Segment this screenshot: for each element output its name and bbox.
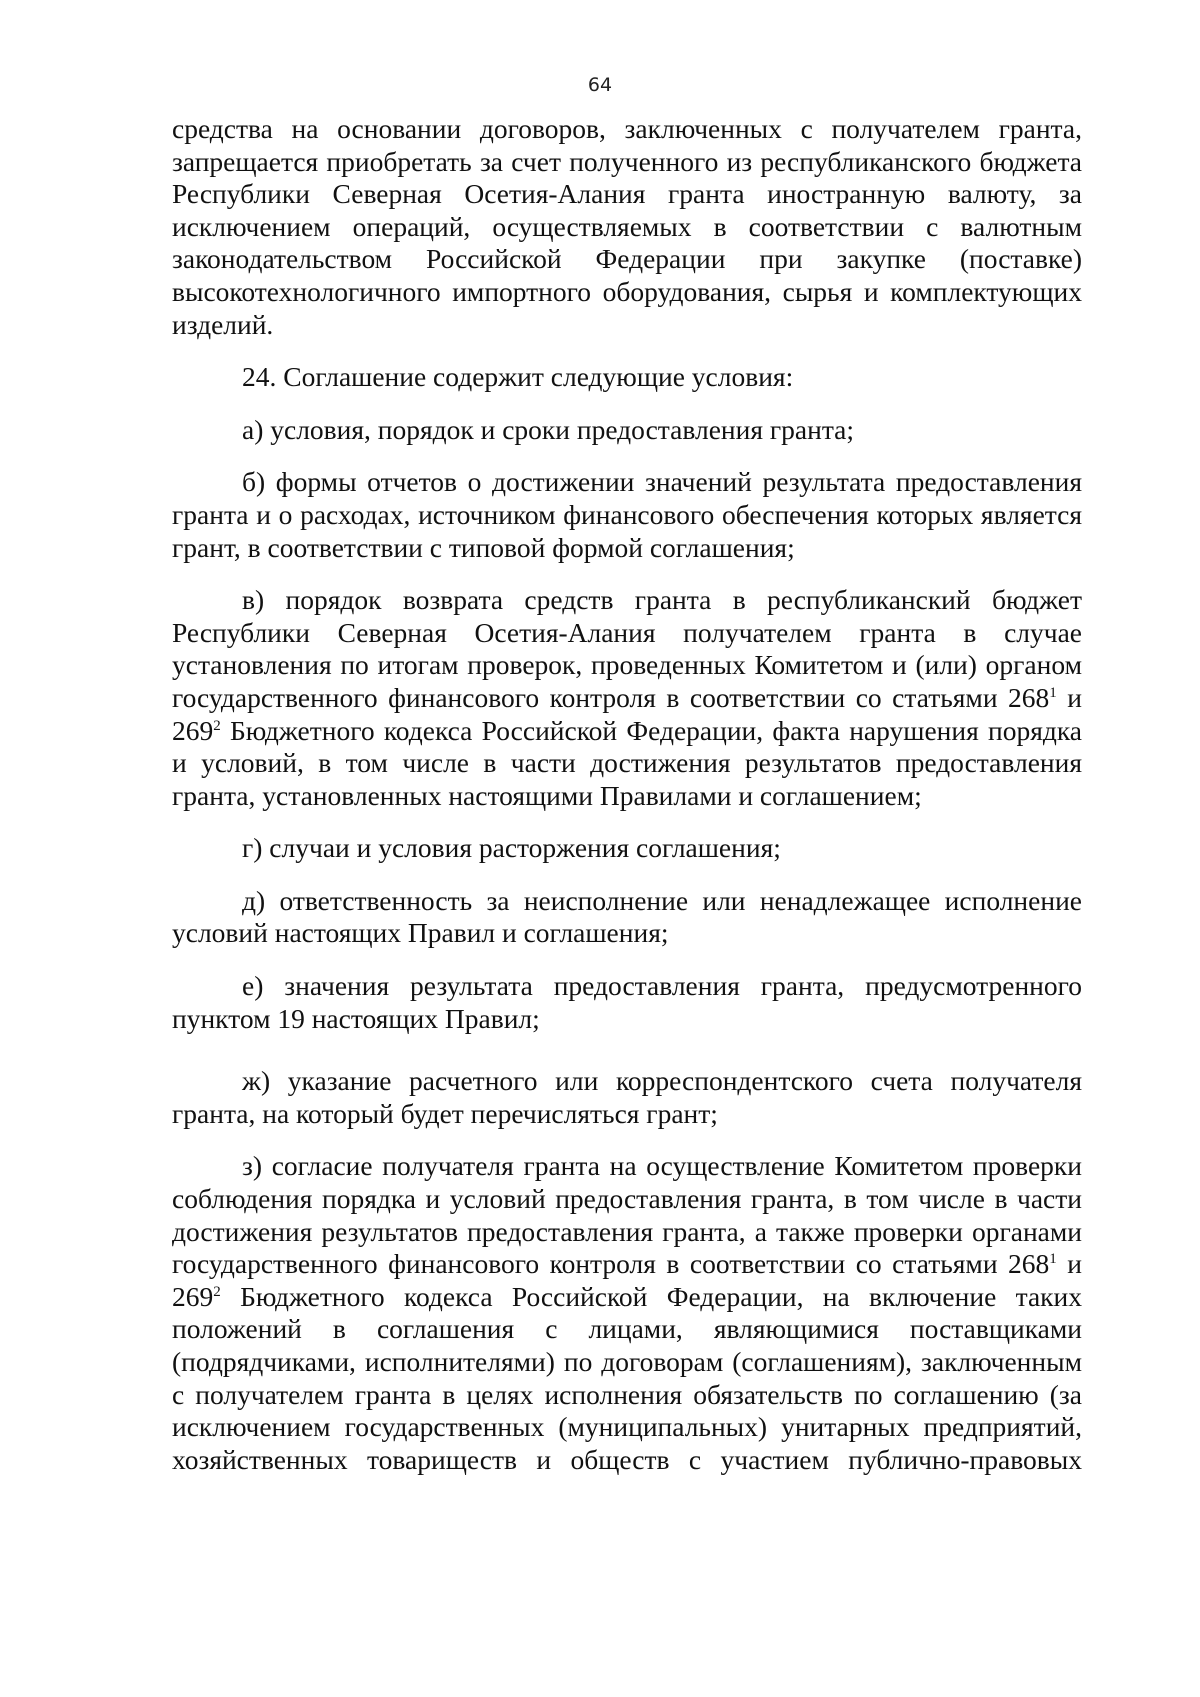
paragraph-subitem-a: а) условия, порядок и сроки предоставления гранта;	[242, 413, 855, 445]
paragraph-subitem-z-text-2: и 269	[172, 1248, 1082, 1312]
superscript-1: 1	[1049, 684, 1057, 701]
paragraph-subitem-z	[172, 1150, 1082, 1476]
paragraph-subitem-z-text-3: Бюджетного кодекса Российской Федерации, на включение таких положений в соглашения с лицами, являющимися поставщиками (подрядчиками, исполнителями) по договорам (соглашениям), заключенным с получателем гранта в целях исполнения обязательств по соглашению (за исключением государственных (муниципальных) унитарных предприятий, хозяйственных товариществ и обществ с участием публично-правовых	[172, 1280, 1082, 1475]
document-body	[172, 113, 1082, 1496]
paragraph-subitem-z-text-1: з) согласие получателя гранта на осуществление Комитетом проверки соблюдения порядка и условий предоставления гранта, в том числе в части достижения результатов предоставления гранта, а также проверки органами государственного финансового контроля в соответствии со статьями 268	[172, 1150, 1082, 1280]
paragraph-item-24: 24. Соглашение содержит следующие условия:	[242, 361, 794, 393]
paragraph-subitem-v-text-3: Бюджетного кодекса Российской Федерации, факта нарушения порядка и условий, в том числе в части достижения результатов предоставления гранта, установленных настоящими Правилами и соглашением;	[172, 714, 1082, 811]
page-number: 64	[587, 74, 613, 96]
paragraph-subitem-v	[172, 584, 1082, 812]
paragraph-subitem-zh: ж) указание расчетного или корреспондентского счета получателя гранта, на который будет перечисляться грант;	[172, 1065, 1082, 1129]
superscript-1: 1	[1049, 1251, 1057, 1268]
superscript-2: 2	[213, 1283, 221, 1300]
paragraph-subitem-b: б) формы отчетов о достижении значений результата предоставления гранта и о расходах, источником финансового обеспечения которых является грант, в соответствии с типовой формой соглашения;	[172, 466, 1082, 563]
paragraph-subitem-d: д) ответственность за неисполнение или ненадлежащее исполнение условий настоящих Правил и соглашения;	[172, 884, 1082, 949]
paragraph-continuation: средства на основании договоров, заключенных с получателем гранта, запрещается приобретать за счет полученного из республиканского бюджета Республики Северная Осетия-Алания гранта иностранную валюту, за исключением операций, осуществляемых в соответствии с валютным законодательством Российской Федерации при закупке (поставке) высокотехнологичного импортного оборудования, сырья и комплектующих изделий.	[172, 113, 1082, 340]
paragraph-subitem-v-text-1: в) порядок возврата средств гранта в республиканский бюджет Республики Северная Осетия-Алания получателем гранта в случае установления по итогам проверок, проведенных Комитетом и (или) органом государственного финансового контроля в соответствии со статьями 268	[172, 584, 1082, 713]
paragraph-subitem-v-text-2: и 269	[172, 681, 1082, 746]
paragraph-subitem-e: е) значения результата предоставления гранта, предусмотренного пунктом 19 настоящих Правил;	[172, 970, 1082, 1034]
paragraph-subitem-g: г) случаи и условия расторжения соглашения;	[242, 832, 781, 864]
superscript-2: 2	[213, 717, 221, 734]
